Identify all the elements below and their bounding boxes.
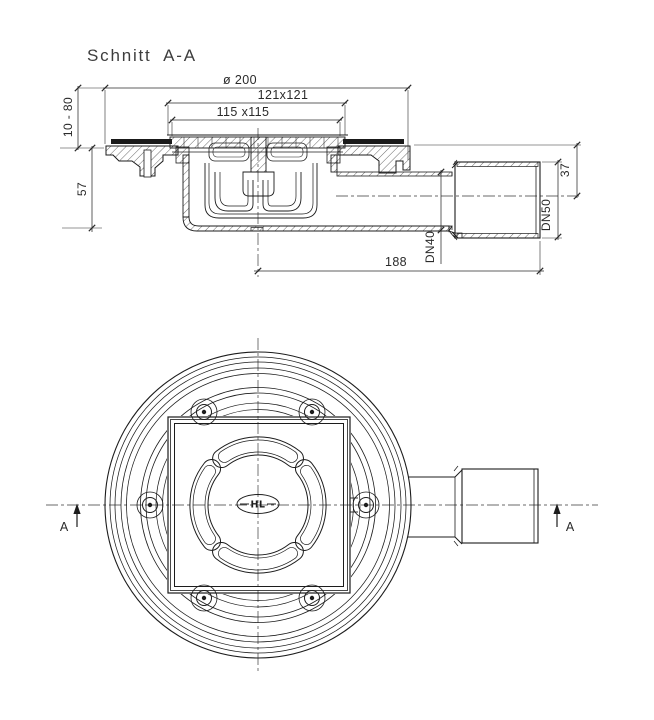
dim-adjust-height (60, 85, 104, 151)
dim-adjust-height-label: 10 - 80 (61, 96, 75, 138)
dim-outlet-length (254, 241, 544, 275)
section-marker-left-label: A (59, 520, 69, 534)
section-marker-right (553, 504, 574, 535)
body-wall-right (331, 155, 337, 172)
dim-grate-size-label: 115 x115 (216, 105, 270, 119)
dim-outlet-height-label: 37 (558, 162, 572, 178)
brand-logo-text: HL (250, 499, 266, 511)
dim-body-height (62, 145, 102, 232)
slot-bottom (213, 542, 304, 573)
body-bottom-wall (183, 217, 449, 231)
flange-wing-left (106, 146, 178, 176)
plan-view (46, 338, 598, 672)
section-marker-right-label: A (565, 520, 575, 534)
frame-lip-right (343, 139, 404, 144)
dim-pipe-dn (423, 169, 444, 264)
dim-outlet-length-label: 188 (384, 255, 408, 269)
insert-stem (251, 137, 266, 172)
dim-grate-size (169, 105, 343, 136)
section-marker-left (60, 504, 81, 535)
dim-body-height-label: 57 (75, 181, 89, 197)
flange-screw-left (144, 150, 151, 177)
dim-pipe-dn-label: DN40 (423, 230, 437, 264)
socket-bottom-wall (457, 234, 538, 239)
socket-plan (462, 469, 538, 543)
outlet-plan (408, 466, 538, 546)
section-view (60, 46, 582, 277)
dim-socket-dn-label: DN50 (539, 198, 553, 232)
dim-outlet-height (414, 142, 581, 199)
dim-frame-outer-label: 121x121 (257, 88, 309, 102)
socket-outline (455, 162, 540, 238)
frame-lip-left (111, 139, 172, 144)
body-wall-left (183, 155, 189, 217)
trap-insert (205, 137, 317, 231)
socket-top-wall (457, 162, 538, 167)
drain-body-section (106, 135, 540, 240)
dim-flange-diameter-label: ø 200 (223, 73, 257, 87)
section-title: Schnitt A-A (87, 46, 197, 65)
flange-wing-right (338, 146, 410, 173)
pipe-top-wall (337, 172, 452, 176)
slot-top (213, 437, 304, 468)
